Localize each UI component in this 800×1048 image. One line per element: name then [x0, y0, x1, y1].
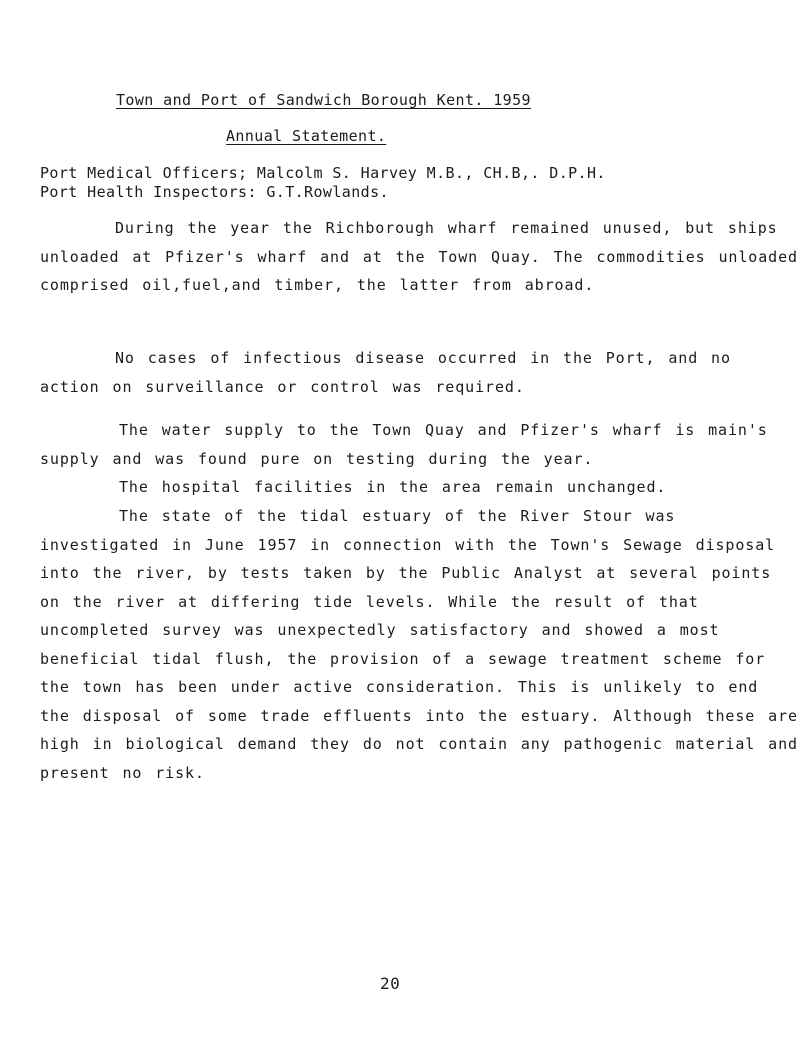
paragraph-hospital-facilities: The hospital facilities in the area remain unchanged.	[119, 478, 667, 496]
medical-officers-line: Port Medical Officers; Malcolm S. Harvey M.B., CH.B,. D.P.H.	[40, 164, 606, 182]
page-number: 20	[380, 974, 401, 993]
paragraph-wharf-usage: During the year the Richborough wharf remained unused, but ships unloaded at Pfizer's wharf and at the Town Quay. The commodities unloaded comprised oil,fuel,and timber, the latter from abroad.	[40, 219, 798, 294]
paragraph-infectious-disease: No cases of infectious disease occurred in the Port, and no action on surveillance or control was required.	[40, 349, 731, 396]
document-subtitle: Annual Statement.	[226, 127, 387, 145]
paragraph-water-supply: The water supply to the Town Quay and Pfizer's wharf is main's supply and was found pure on testing during the year.	[40, 421, 768, 468]
health-inspectors-line: Port Health Inspectors: G.T.Rowlands.	[40, 183, 389, 201]
paragraph-tidal-estuary: The state of the tidal estuary of the River Stour was investigated in June 1957 in connection with the Town's Sewage disposal into the river, by tests taken by the Public Analyst at several points on the river at differing tide levels. While the result of that uncompleted survey was unexpectedly satisfactory and showed a most beneficial tidal flush, the provision of a sewage treatment scheme for the town has been under active consideration. This is unlikely to end the disposal of some trade effluents into the estuary. Although these are high in biological demand they do not contain any pathogenic material and present no risk.	[40, 507, 798, 782]
document-title: Town and Port of Sandwich Borough Kent. 1959	[116, 91, 531, 109]
